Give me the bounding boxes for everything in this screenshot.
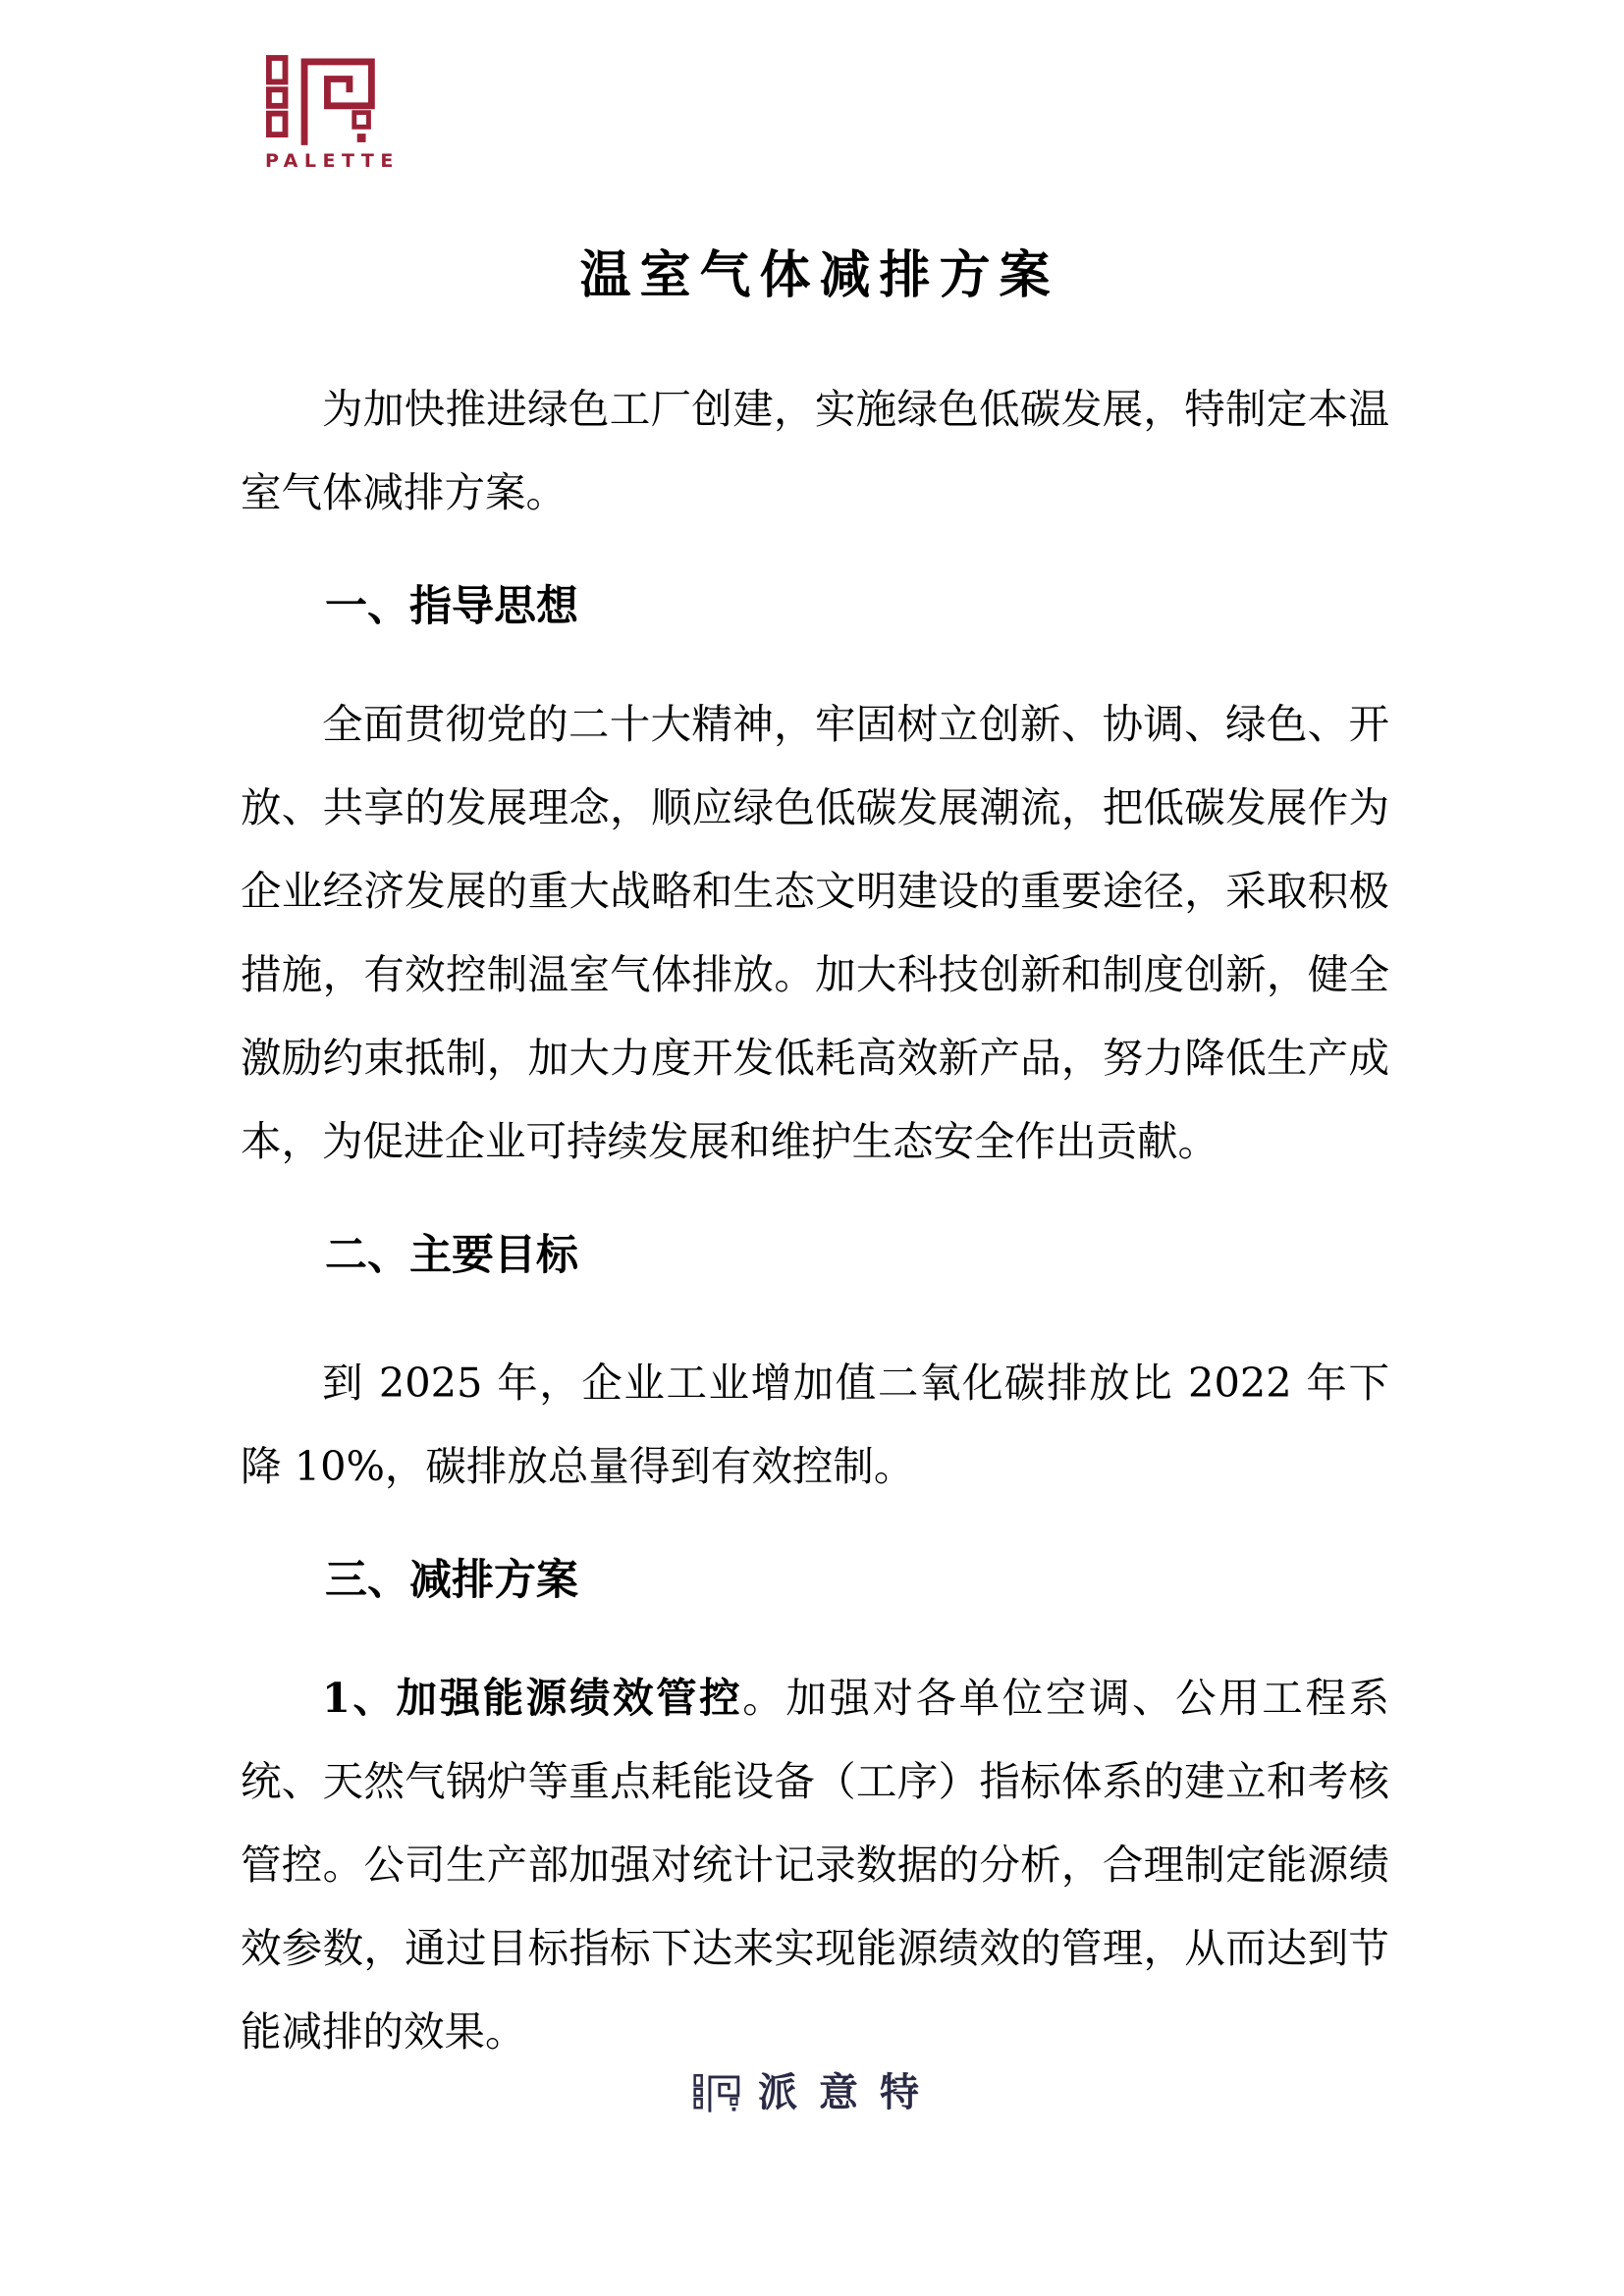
paragraph-main-goals: 到 2025 年，企业工业增加值二氧化碳排放比 2022 年下降 10%，碳排放总量得到有效控制。 [241, 1359, 1389, 1490]
paiyite-wordmark: 派意特 [758, 2070, 941, 2115]
section-heading-guiding-ideology: 一、指导思想 [325, 582, 578, 631]
section-heading-main-goals: 二、主要目标 [325, 1231, 578, 1280]
energy-performance-text: 。加强对各单位空调、公用工程系统、天然气锅炉等重点耗能设备（工序）指标体系的建立和考核管控。公司生产部加强对统计记录数据的分析，合理制定能源绩效参数，通过目标指标下达来实现能源绩效的管理，从而达到节能减排的效果。 [241, 1674, 1389, 2056]
document-title: 温室气体减排方案 [579, 245, 1059, 305]
paragraph-guiding-ideology: 全面贯彻党的二十大精神，牢固树立创新、协调、绿色、开放、共享的发展理念，顺应绿色低碳发展潮流，把低碳发展作为企业经济发展的重大战略和生态文明建设的重要途径，采取积极措施，有效控制温室气体排放。加大科技创新和制度创新，健全激励约束抵制，加大力度开发低耗高效新产品，努力降低生产成本，为促进企业可持续发展和维护生态安全作出贡献。 [241, 700, 1389, 1165]
palette-wordmark: PALETTE [265, 150, 400, 172]
paragraph-energy-performance [241, 1656, 1389, 2073]
section-heading-reduction-plan: 三、减排方案 [325, 1556, 578, 1605]
energy-performance-lead: 1、加强能源绩效管控 [322, 1674, 743, 1722]
document-body [241, 0, 1389, 2073]
footer-logo [0, 2070, 1624, 2115]
paragraph-intro: 为加快推进绿色工厂创建，实施绿色低碳发展，特制定本温室气体减排方案。 [241, 385, 1389, 516]
paiyite-mark-icon [693, 2073, 744, 2112]
